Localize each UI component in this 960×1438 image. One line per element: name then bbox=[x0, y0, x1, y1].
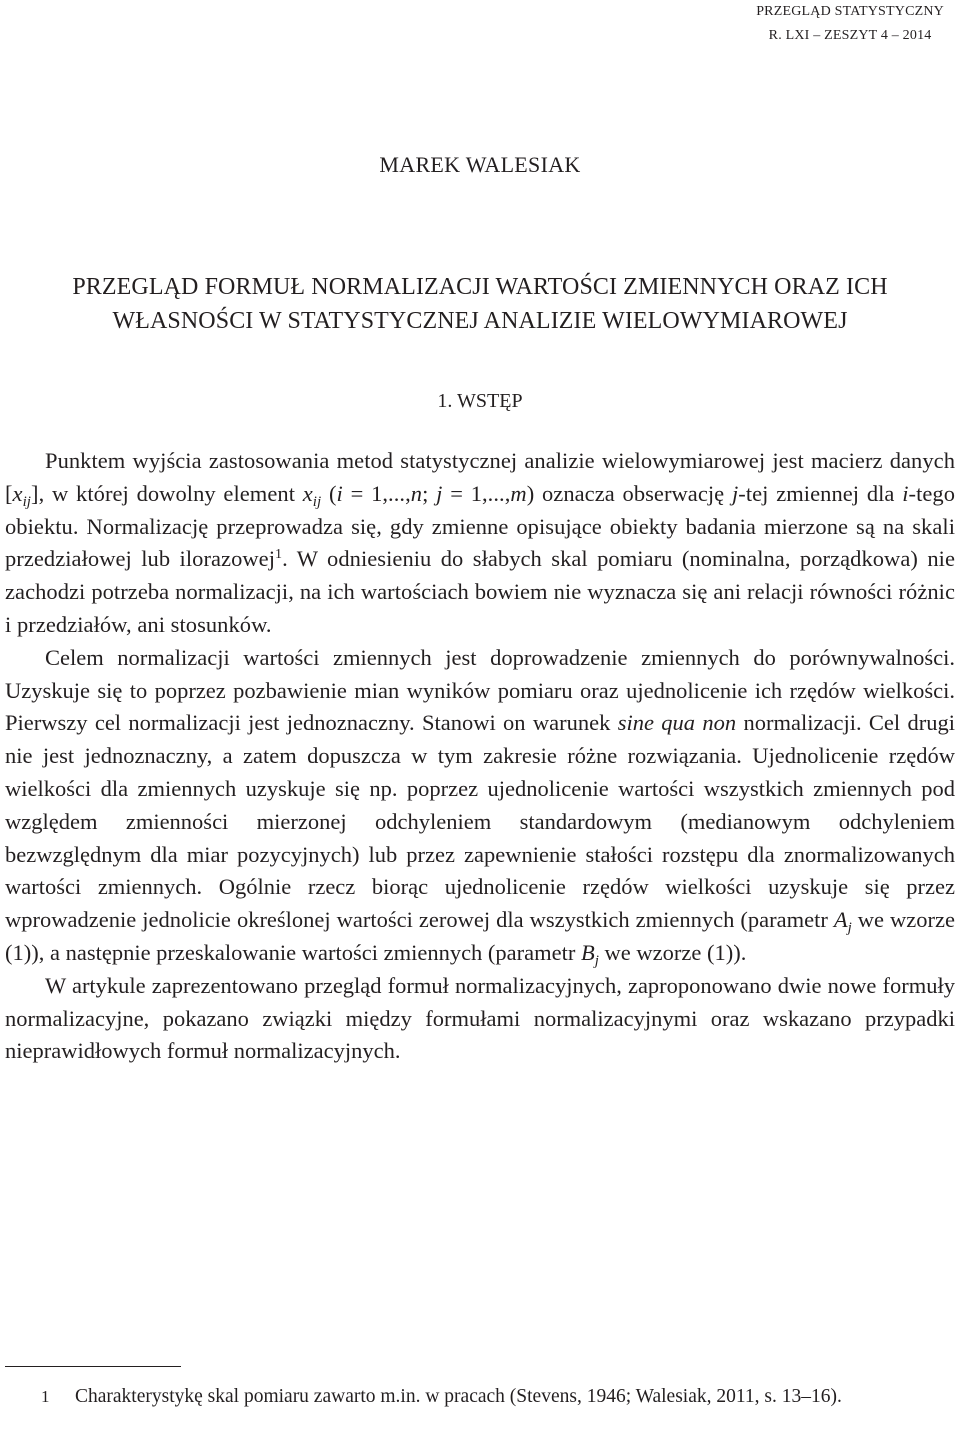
math-var: j bbox=[731, 480, 739, 506]
text-run: ( bbox=[321, 480, 337, 506]
math-var: j bbox=[436, 480, 443, 506]
text-run: ], w której dowolny element bbox=[31, 480, 303, 506]
text-run: ) oznacza obserwację bbox=[526, 480, 732, 506]
math-subscript: ij bbox=[22, 493, 32, 510]
section-heading: 1. WSTĘP bbox=[437, 390, 523, 412]
text-run: we wzorze (1)). bbox=[598, 939, 747, 965]
paper-title bbox=[0, 270, 960, 338]
paragraph-1 bbox=[5, 445, 955, 642]
math-var: n bbox=[410, 480, 423, 506]
paper-title-line-1: PRZEGLĄD FORMUŁ NORMALIZACJI WARTOŚCI ZMIENNYCH ORAZ ICH bbox=[72, 274, 888, 300]
journal-name: PRZEGLĄD STATYSTYCZNY bbox=[756, 4, 944, 19]
math-var: x bbox=[12, 480, 23, 506]
text-run: = 1,..., bbox=[342, 480, 411, 506]
paragraph-3 bbox=[5, 970, 955, 1068]
paragraph-2 bbox=[5, 642, 955, 970]
author-name: MAREK WALESIAK bbox=[379, 152, 581, 177]
footnote-divider bbox=[5, 1366, 181, 1367]
paper-title-line-2: WŁASNOŚCI W STATYSTYCZNEJ ANALIZIE WIELOWYMIAROWEJ bbox=[112, 308, 848, 334]
text-run: -tego obiektu. Normalizację przeprowadza się, gdy zmienne opisujące obiekty badania mierzone są na skali przedziałowej lub ilorazowej bbox=[5, 480, 956, 572]
math-subscript: ij bbox=[312, 493, 322, 510]
italic-phrase: sine qua non bbox=[617, 710, 737, 736]
math-subscript: j bbox=[847, 920, 852, 937]
footnote bbox=[5, 1382, 955, 1412]
text-run: W artykule zaprezentowano przegląd formuł normalizacyjnych, zaproponowano dwie nowe formuły normalizacyjne, pokazano związki między formułami normalizacyjnymi oraz wskazano przypadki nieprawidłowych formuł normalizacyjnych. bbox=[5, 972, 955, 1064]
text-run: = 1,..., bbox=[442, 480, 511, 506]
math-var: A bbox=[833, 907, 848, 933]
math-var: x bbox=[302, 480, 313, 506]
footnote-reference[interactable]: 1 bbox=[275, 547, 283, 563]
math-var: i bbox=[902, 480, 909, 506]
text-run: Punktem wyjścia zastosowania metod statystycznej analizie wielowymiarowej jest macierz danych [ bbox=[5, 448, 955, 506]
math-var: B bbox=[581, 939, 595, 965]
text-run: Celem normalizacji wartości zmiennych jest doprowadzenie zmiennych do porównywalności. Uzyskuje się to poprzez pozbawienie mian wyników pomiaru oraz ujednolicenie ich rzędów wielkości. Pierwszy cel normalizacji jest jednoznaczny. Stanowi on warunek bbox=[5, 644, 955, 736]
text-run: ; bbox=[422, 480, 437, 506]
footnote-mark: 1 bbox=[41, 1387, 50, 1406]
body-text bbox=[5, 445, 955, 1068]
math-subscript: j bbox=[594, 952, 599, 969]
math-var: i bbox=[336, 480, 343, 506]
text-run: normalizacji. Cel drugi nie jest jednoznaczny, a zatem dopuszcza w tym zakresie różne rozwiązania. Ujednolicenie rzędów wielkości dla zmiennych uzyskuje się np. poprzez ujednolicenie wartości wszystkich zmiennych pod względem zmienności mierzonej odchyleniem standardowym (medianowym odchyleniem bezwzględnym dla miar pozycyjnych) lub przez zapewnienie stałości rozstępu dla znormalizowanych wartości zmiennych. Ogólnie rzecz biorąc ujednolicenie rzędów wielkości uzyskuje się przez wprowadzenie jednolicie określonej wartości zerowej dla wszystkich zmiennych (parametr bbox=[5, 710, 955, 933]
text-run: we wzorze (1)), a następnie przeskalowanie wartości zmiennych (parametr bbox=[5, 907, 956, 965]
journal-header bbox=[756, 0, 944, 48]
journal-issue: R. LXI – ZESZYT 4 – 2014 bbox=[768, 28, 932, 43]
text-run: -tej zmiennej dla bbox=[738, 480, 903, 506]
footnote-text: Charakterystykę skal pomiaru zawarto m.in. w pracach (Stevens, 1946; Walesiak, 2011, s. 13–16). bbox=[75, 1386, 842, 1407]
math-var: m bbox=[510, 480, 527, 506]
text-run: . W odniesieniu do słabych skal pomiaru (nominalna, porządkowa) nie zachodzi potrzeba normalizacji, na ich wartościach bowiem nie wyznacza się ani relacji równości różnic i przedziałów, ani stosunków. bbox=[5, 546, 955, 637]
